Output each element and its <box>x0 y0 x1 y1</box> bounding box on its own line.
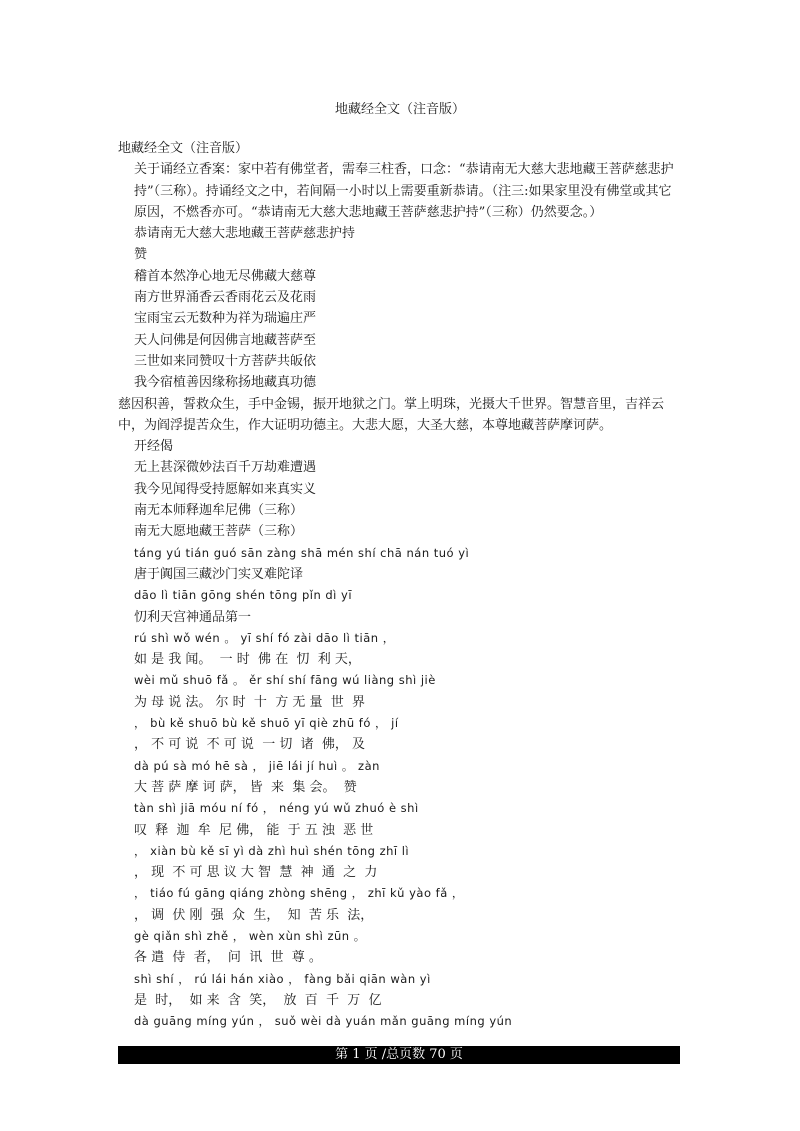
hanzi-line: 各 遣 侍 者， 问 讯 世 尊 。 <box>134 950 322 966</box>
text-line: 宝雨宝云无数种为祥为瑞遍庄严 <box>134 311 317 327</box>
pinyin-line: shì shí ， rú lái hán xiào ， fàng bǎi qiān wàn yì <box>134 971 431 986</box>
text-line: 南方世界涌香云香雨花云及花雨 <box>134 290 317 306</box>
page-title: 地藏经全文（注音版） <box>334 102 465 117</box>
pinyin-line: dà guāng míng yún ， suǒ wèi dà yuán mǎn guāng míng yún <box>134 1014 513 1029</box>
text-line: 开经偈 <box>134 439 174 455</box>
text-line: 南无大愿地藏王菩萨（三称） <box>134 524 304 540</box>
text-line: 我今见闻得受持愿解如来真实义 <box>134 481 317 497</box>
hanzi-line: 唐于阗国三藏沙门实叉难陀译 <box>134 566 304 582</box>
text-line: 三世如来同赞叹十方菩萨共皈依 <box>134 353 317 369</box>
hanzi-line: 大 菩 萨 摩 诃 萨， 皆 来 集 会。 赞 <box>134 779 357 795</box>
document-heading: 地藏经全文（注音版） <box>118 141 249 156</box>
pinyin-line: ， xiàn bù kě sī yì dà zhì huì shén tōng zhī lì <box>134 843 410 858</box>
hanzi-line: 是 时， 如 来 含 笑， 放 百 千 万 亿 <box>134 992 382 1008</box>
hanzi-line: ， 不 可 说 不 可 说 一 切 诸 佛， 及 <box>134 737 365 753</box>
hanzi-line: 为 母 说 法。 尔 时 十 方 无 量 世 界 <box>134 694 365 710</box>
text-line: 南无本师释迦牟尼佛（三称） <box>134 503 304 519</box>
hanzi-line: 忉利天宫神通品第一 <box>134 609 252 625</box>
pinyin-line: dà pú sà mó hē sà ， jiē lái jí huì 。 zàn <box>134 758 380 773</box>
sutra-text-block <box>118 543 680 1033</box>
pinyin-line: rú shì wǒ wén 。 yī shí fó zài dāo lì tiān ， <box>134 630 395 645</box>
verse-block-opening <box>118 436 680 542</box>
pinyin-line: wèi mǔ shuō fǎ 。 ěr shí shí fāng wú liàng shì jiè <box>134 673 436 688</box>
pinyin-line: dāo lì tiān gōng shén tōng pǐn dì yī <box>134 588 353 603</box>
page-footer: 第 1 页 /总页数 70 页 <box>118 1046 680 1064</box>
pinyin-line: tàn shì jiā móu ní fó ， néng yú wǔ zhuó è shì <box>134 801 419 816</box>
pinyin-line: ， tiáo fú gāng qiáng zhòng shēng ， zhī kǔ yào fǎ ， <box>134 886 464 901</box>
pinyin-line: táng yú tián guó sān zàng shā mén shí chā nán tuó yì <box>134 545 470 560</box>
pinyin-line: gè qiǎn shì zhě ， wèn xùn shì zūn 。 <box>134 928 366 943</box>
text-line: 无上甚深微妙法百千万劫难遭遇 <box>134 460 317 476</box>
hanzi-line: ， 调 伏 刚 强 众 生， 知 苦 乐 法， <box>134 907 374 923</box>
text-line: 稽首本然净心地无尽佛藏大慈尊 <box>134 268 317 284</box>
hanzi-line: ， 现 不 可 思 议 大 智 慧 神 通 之 力 <box>134 865 378 881</box>
pinyin-line: ， bù kě shuō bù kě shuō yī qiè zhū fó ， jí <box>134 716 399 731</box>
text-line: 天人问佛是何因佛言地藏菩萨至 <box>134 332 317 348</box>
verse-block-praise <box>118 223 680 393</box>
text-line: 恭请南无大慈大悲地藏王菩萨慈悲护持 <box>134 226 356 242</box>
intro-paragraph: 关于诵经立香案：家中若有佛堂者，需奉三柱香，口念：“恭请南无大慈大悲地藏王菩萨慈悲护持”（三称）。持诵经文之中，若间隔一小时以上需要重新恭请。（注三:如果家里没有佛堂或其它原因，不燃香亦可。“恭请南无大慈大悲地藏王菩萨慈悲护持”（三称）仍然要念。） <box>134 162 674 220</box>
hanzi-line: 叹 释 迦 牟 尼 佛， 能 于 五 浊 恶 世 <box>134 822 374 838</box>
text-line: 我今宿植善因缘称扬地藏真功德 <box>134 375 317 391</box>
hanzi-line: 如 是 我 闻。 一 时 佛 在 忉 利 天， <box>134 652 361 668</box>
praise-paragraph: 慈因积善，誓救众生，手中金锡，振开地狱之门。掌上明珠，光摄大千世界。智慧音里，吉祥云中，为阎浮提苦众生，作大证明功德主。大悲大愿，大圣大慈，本尊地藏菩萨摩诃萨。 <box>118 396 665 433</box>
document-body <box>118 138 680 1032</box>
text-line: 赞 <box>134 247 148 263</box>
